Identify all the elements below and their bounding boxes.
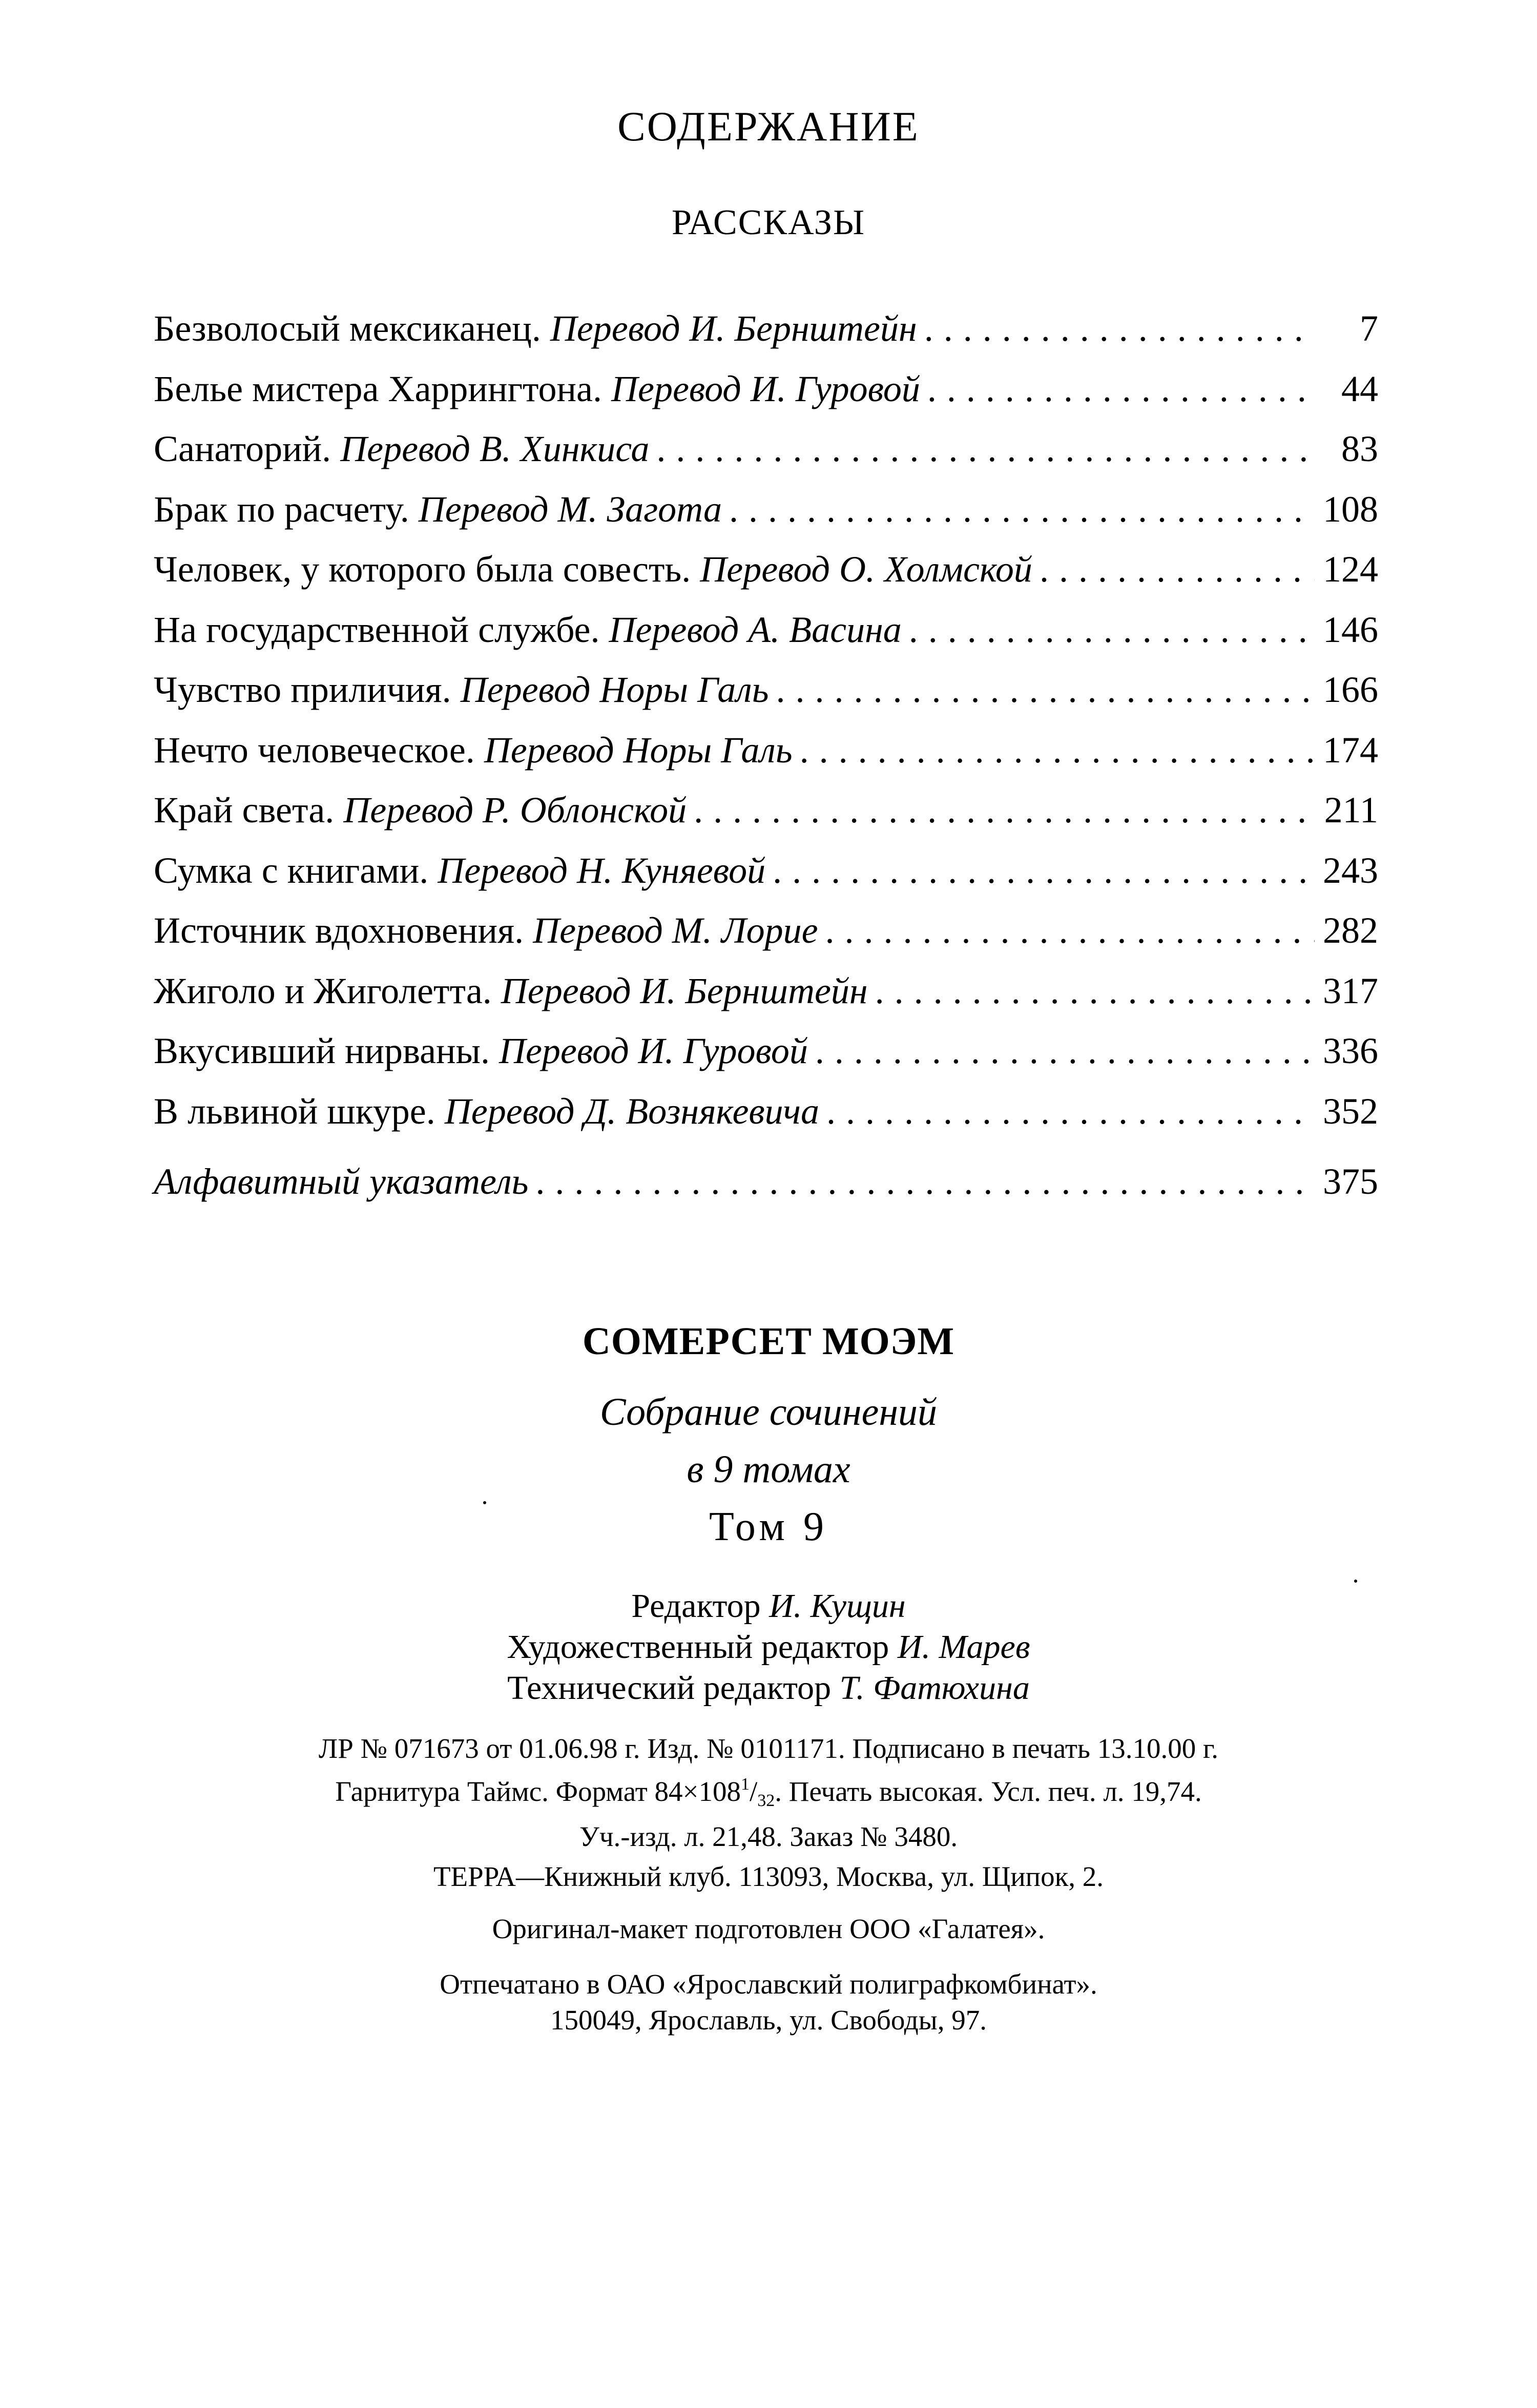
- credit-role: Художественный редактор: [507, 1628, 889, 1666]
- volume-label: Том 9: [709, 1504, 828, 1549]
- translator: Перевод Д. Вознякевича: [444, 1090, 819, 1132]
- credit-role: Редактор: [631, 1587, 761, 1625]
- translator: Перевод И. Бернштейн: [501, 970, 868, 1011]
- collection-line-2: в 9 томах: [687, 1448, 850, 1491]
- page-number: 174: [1323, 729, 1378, 771]
- dot-leader: [815, 1030, 1315, 1072]
- page-number: 146: [1323, 609, 1378, 650]
- translator: Перевод Норы Галь: [484, 729, 793, 771]
- toc-entry: [154, 488, 1378, 549]
- credit-person: Т. Фатюхина: [839, 1669, 1030, 1707]
- toc-entry: [154, 548, 1378, 609]
- toc-index-entry: [154, 1160, 1378, 1221]
- page-number: 336: [1323, 1030, 1378, 1071]
- story-title: На государственной службе.: [154, 609, 600, 650]
- page-number: 211: [1324, 790, 1378, 831]
- dot-leader: [825, 909, 1315, 952]
- author-name: СОМЕРСЕТ МОЭМ: [582, 1320, 955, 1363]
- dot-leader: [800, 729, 1315, 772]
- layout-credit: Оригинал-макет подготовлен ООО «Галатея».: [492, 1913, 1045, 1944]
- imprint-line-2: Гарнитура Таймс. Формат $84\times 108^1/_{32}$. Печать высокая. Усл. печ. л. 19,74.: [335, 1775, 1202, 1810]
- translator: Перевод М. Загота: [418, 488, 722, 530]
- page-number: 124: [1323, 549, 1378, 590]
- page-number: 352: [1323, 1090, 1378, 1132]
- translator: Перевод М. Лорие: [533, 910, 818, 951]
- format-denominator: 32: [757, 1791, 775, 1810]
- dot-leader: [773, 849, 1315, 892]
- story-title: Санаторий.: [154, 428, 331, 469]
- credit-person: И. Марев: [897, 1628, 1030, 1666]
- toc-entry: [154, 1090, 1378, 1151]
- story-title: Жиголо и Жиголетта.: [154, 970, 492, 1011]
- toc-entry: [154, 1030, 1378, 1090]
- story-title: Безволосый мексиканец.: [154, 308, 541, 349]
- toc-entry: [154, 789, 1378, 849]
- credit-person: И. Кущин: [769, 1587, 906, 1625]
- credit-line: [0, 1668, 1537, 1709]
- toc-entry: [154, 909, 1378, 970]
- dot-leader: [656, 428, 1315, 470]
- story-title: Источник вдохновения.: [154, 910, 524, 951]
- translator: Перевод И. Бернштейн: [550, 308, 917, 349]
- story-title: Сумка с книгами.: [154, 849, 429, 891]
- translator: Перевод О. Холмской: [700, 549, 1032, 590]
- story-title: Вкусивший нирваны.: [154, 1030, 490, 1071]
- collection-line-1: Собрание сочинений: [599, 1390, 938, 1434]
- page-number: 375: [1323, 1161, 1378, 1202]
- page-number: 282: [1323, 910, 1378, 951]
- page-number: 7: [1360, 308, 1378, 349]
- translator: Перевод А. Васина: [609, 609, 902, 650]
- page-number: 317: [1323, 970, 1378, 1011]
- page-number: 243: [1323, 849, 1378, 891]
- dot-leader: [535, 1160, 1315, 1203]
- page-number: 44: [1341, 368, 1378, 409]
- toc-entry: [154, 729, 1378, 790]
- toc-entry: [154, 609, 1378, 669]
- print-details: . Печать высокая. Усл. печ. л. 19,74.: [775, 1776, 1202, 1807]
- toc-entry: [154, 368, 1378, 428]
- page-title: СОДЕРЖАНИЕ: [617, 103, 920, 150]
- story-title: Нечто человеческое.: [154, 729, 475, 771]
- toc-entry: [154, 428, 1378, 488]
- print-speck: [483, 1501, 486, 1504]
- dot-leader: [909, 609, 1315, 651]
- toc-entry: [154, 849, 1378, 910]
- story-title: Белье мистера Харрингтона.: [154, 368, 603, 409]
- editorial-credits: [0, 1586, 1537, 1709]
- dot-leader: [694, 789, 1315, 832]
- translator: Перевод В. Хинкиса: [340, 428, 650, 469]
- translator: Перевод Р. Облонской: [343, 790, 687, 831]
- imprint-line-3: Уч.-изд. л. 21,48. Заказ № 3480.: [579, 1821, 958, 1852]
- translator: Перевод И. Гуровой: [499, 1030, 808, 1071]
- translator: Перевод Норы Галь: [460, 669, 769, 710]
- translator: Перевод Н. Куняевой: [438, 849, 766, 891]
- toc-entry: [154, 669, 1378, 729]
- section-heading: РАССКАЗЫ: [671, 203, 866, 242]
- credit-line: [0, 1586, 1537, 1627]
- story-title: Чувство приличия.: [154, 669, 451, 710]
- printer-line-1: Отпечатано в ОАО «Ярославский полиграфкомбинат».: [440, 1968, 1097, 2000]
- dot-leader: [927, 368, 1315, 410]
- translator: Перевод И. Гуровой: [611, 368, 920, 409]
- print-speck: [1354, 1580, 1357, 1583]
- toc-entry: [154, 970, 1378, 1030]
- page-number: 108: [1323, 488, 1378, 530]
- dot-leader: [776, 669, 1315, 711]
- imprint-line-1: ЛР № 071673 от 01.06.98 г. Изд. № 0101171. Подписано в печать 13.10.00 г.: [318, 1733, 1219, 1764]
- dot-leader: [924, 307, 1315, 350]
- story-title: В львиной шкуре.: [154, 1090, 435, 1132]
- format-numerator: 1: [741, 1775, 750, 1794]
- imprint-block: [0, 1731, 1537, 1855]
- collection-title: [0, 1383, 1537, 1498]
- page-number: 166: [1323, 669, 1378, 710]
- credit-line: [0, 1627, 1537, 1668]
- dot-leader: [729, 488, 1315, 531]
- format-text: Гарнитура Таймс. Формат 84×108: [335, 1776, 741, 1807]
- dot-leader: [875, 970, 1315, 1012]
- credit-role: Технический редактор: [507, 1669, 832, 1707]
- index-title: Алфавитный указатель: [154, 1161, 529, 1202]
- toc-entry: [154, 307, 1378, 368]
- printer-line-2: 150049, Ярославль, ул. Свободы, 97.: [550, 2004, 987, 2036]
- table-of-contents: [154, 307, 1378, 1221]
- dot-leader: [1040, 548, 1315, 591]
- page-number: 83: [1341, 428, 1378, 469]
- story-title: Человек, у которого была совесть.: [154, 549, 691, 590]
- publisher-line: ТЕРРА—Книжный клуб. 113093, Москва, ул. Щипок, 2.: [433, 1861, 1104, 1892]
- story-title: Край света.: [154, 790, 335, 831]
- story-title: Брак по расчету.: [154, 488, 409, 530]
- dot-leader: [826, 1090, 1315, 1133]
